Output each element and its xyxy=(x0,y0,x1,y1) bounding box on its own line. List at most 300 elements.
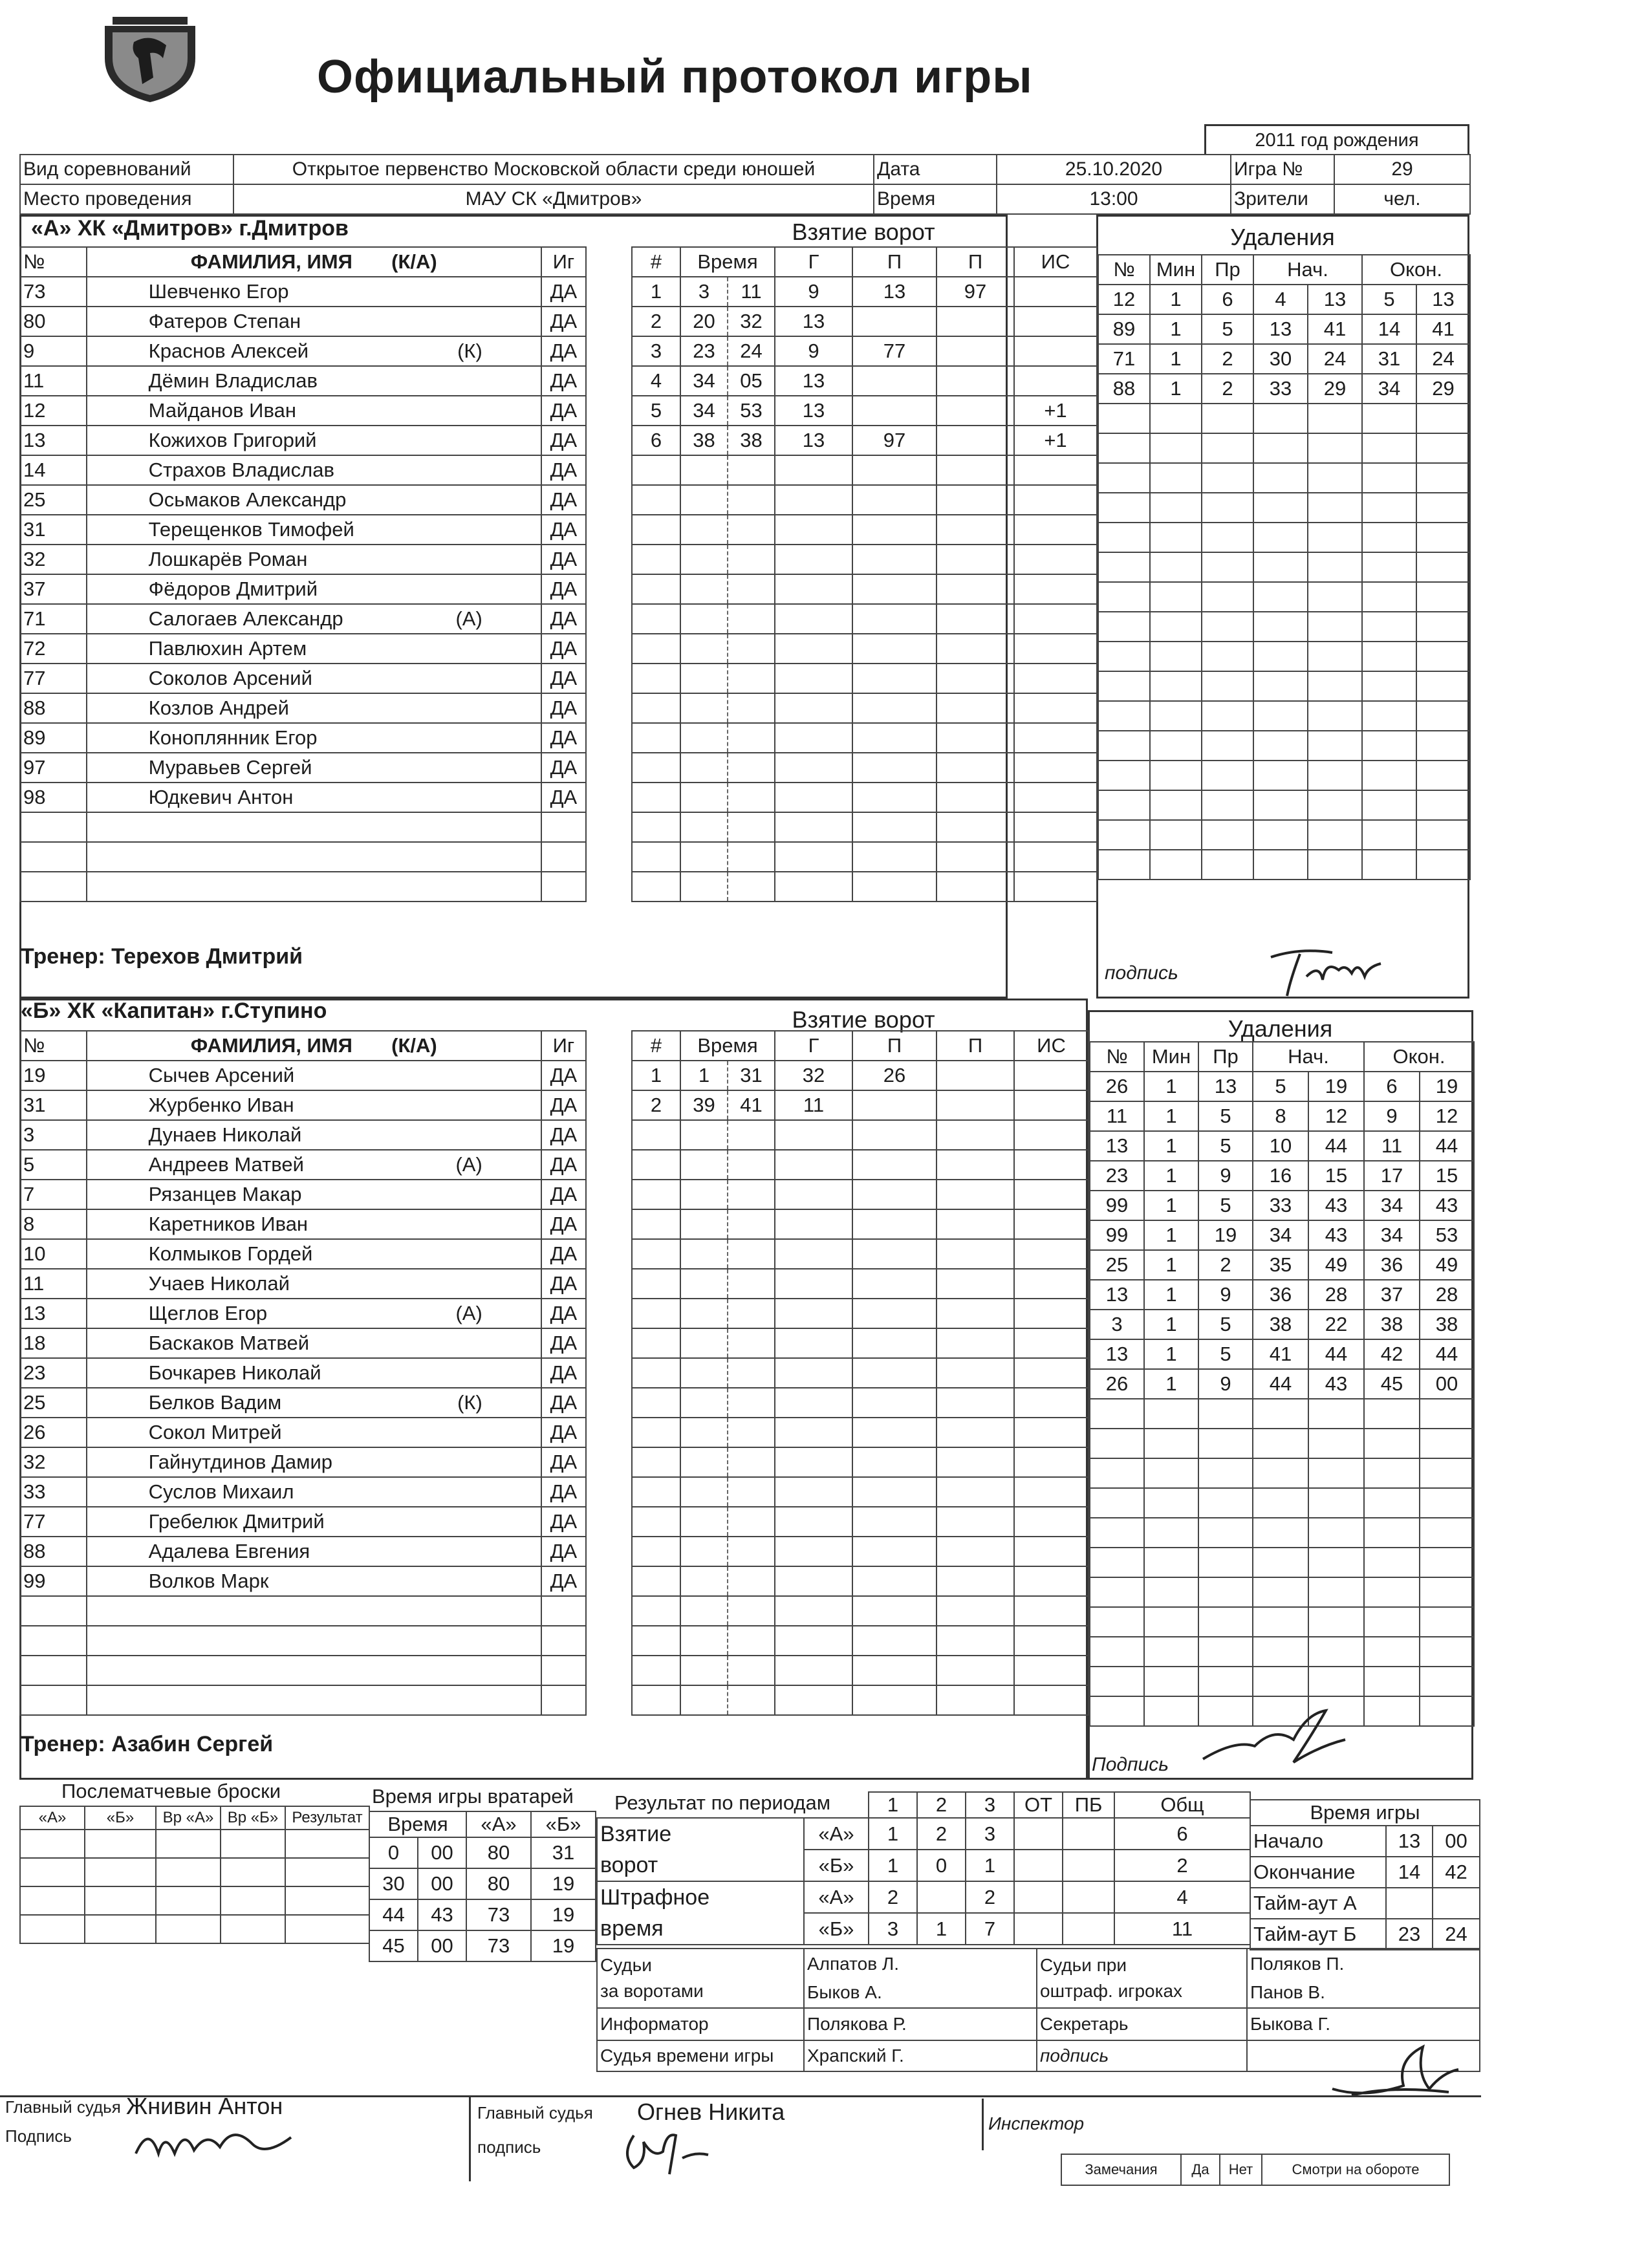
team-b-goal-empty-row xyxy=(632,1656,1088,1685)
game-start-label: Начало xyxy=(1250,1826,1386,1857)
team-b-player-number: 25 xyxy=(20,1388,87,1418)
team-b-penalty-reason: 5 xyxy=(1198,1131,1253,1161)
team-b-goal-empty-row xyxy=(632,1596,1088,1626)
team-a-penalty-minutes xyxy=(1150,761,1202,790)
team-a-goal-strength xyxy=(1014,812,1097,842)
team-b-penalty-player: 26 xyxy=(1090,1072,1144,1101)
team-b-goal-scorer xyxy=(775,1358,852,1388)
pen-head-min: Мин xyxy=(1150,255,1202,285)
team-a-player-name: Павлюхин Артем xyxy=(148,637,307,660)
team-b-goal-number xyxy=(632,1596,680,1626)
team-a-penalty-start-min: 4 xyxy=(1253,285,1308,314)
team-b-player-row xyxy=(20,1358,629,1388)
team-a-penalty-reason xyxy=(1202,523,1253,552)
team-a-goal-number xyxy=(632,574,680,604)
team-a-penalty-end-sec xyxy=(1416,612,1470,642)
time-label: Время xyxy=(874,184,997,214)
team-a-player-played: ДА xyxy=(541,634,586,664)
team-a-penalty-minutes xyxy=(1150,582,1202,612)
team-b-signature-label: Подпись xyxy=(1092,1754,1169,1775)
team-a-goal-second: 05 xyxy=(728,366,775,396)
team-a-penalty-reason: 2 xyxy=(1202,344,1253,374)
team-a-penalty-start-sec xyxy=(1308,850,1362,880)
team-b-goal-minute xyxy=(680,1507,728,1537)
team-b-penalty-start-min: 35 xyxy=(1253,1250,1308,1280)
team-b-player-name-cell xyxy=(87,1566,541,1596)
team-a-player-row xyxy=(20,455,629,485)
team-a-penalty-empty-row xyxy=(1098,731,1470,761)
team-b-penalty-start-min xyxy=(1253,1607,1308,1637)
team-a-goal-strength xyxy=(1014,664,1097,693)
pen-b-head-min: Мин xyxy=(1144,1042,1198,1072)
team-a-goal-empty-row xyxy=(632,812,1097,842)
team-a-penalty-player xyxy=(1098,790,1150,820)
team-b-goal-scorer xyxy=(775,1418,852,1447)
team-a-goal-assist-1 xyxy=(852,634,937,664)
team-b-penalty-player: 99 xyxy=(1090,1191,1144,1220)
roster-head-played: Иг xyxy=(541,247,586,277)
team-a-player-name-cell xyxy=(87,336,541,366)
team-a-penalty-minutes xyxy=(1150,523,1202,552)
team-b-goal-minute xyxy=(680,1328,728,1358)
team-a-penalty-reason xyxy=(1202,850,1253,880)
team-a-goal-second xyxy=(728,545,775,574)
goalie-change-second: 00 xyxy=(418,1930,466,1961)
team-b-penalty-start-min: 36 xyxy=(1253,1280,1308,1310)
team-a-player-name-cell xyxy=(87,842,541,872)
team-a-penalty-row xyxy=(1098,344,1470,374)
team-a-goal-minute: 20 xyxy=(680,307,728,336)
goalie-b-number: 19 xyxy=(531,1868,596,1899)
penalty-judge-2: Панов В. xyxy=(1250,1982,1325,2002)
team-a-penalty-end-min xyxy=(1362,493,1416,523)
team-a-goal-assist-2 xyxy=(937,574,1014,604)
timeout-a-label: Тайм-аут А xyxy=(1250,1888,1386,1919)
team-a-goal-scorer xyxy=(775,485,852,515)
team-b-goal-minute xyxy=(680,1388,728,1418)
team-a-goal-empty-row xyxy=(632,723,1097,753)
team-a-goal-scorer xyxy=(775,664,852,693)
team-a-goal-assist-1 xyxy=(852,574,937,604)
team-b-goal-empty-row xyxy=(632,1626,1088,1656)
team-b-goal-second xyxy=(728,1328,775,1358)
team-b-goal-second xyxy=(728,1656,775,1685)
team-b-player-name: Гребелюк Дмитрий xyxy=(148,1510,325,1533)
team-b-penalty-reason: 13 xyxy=(1198,1072,1253,1101)
pim-b-p3: 7 xyxy=(966,1913,1014,1945)
team-b-penalty-end-sec xyxy=(1420,1607,1474,1637)
team-a-player-row xyxy=(20,396,629,426)
team-b-player-played xyxy=(541,1685,586,1715)
team-b-penalties-title: Удаления xyxy=(1228,1015,1333,1042)
team-b-penalty-end-sec xyxy=(1420,1399,1474,1429)
team-b-coach-signature xyxy=(1196,1701,1352,1772)
team-b-goal-assist-2 xyxy=(937,1358,1014,1388)
remarks-see-back: Смотри на обороте xyxy=(1262,2154,1449,2185)
team-b-player-number: 77 xyxy=(20,1507,87,1537)
goalie-time-row xyxy=(369,1837,596,1868)
team-b-penalty-reason xyxy=(1198,1577,1253,1607)
team-b-penalty-end-sec xyxy=(1420,1548,1474,1577)
team-a-player-played xyxy=(541,842,586,872)
period-head-2: 2 xyxy=(917,1792,966,1818)
team-b-player-number: 7 xyxy=(20,1180,87,1209)
team-a-penalty-reason xyxy=(1202,820,1253,850)
team-a-player-row xyxy=(20,307,629,336)
team-b-player-role: (А) xyxy=(455,1153,482,1176)
team-a-penalty-end-sec xyxy=(1416,642,1470,671)
game-end-m: 42 xyxy=(1433,1857,1480,1888)
birth-year: 2011 год рождения xyxy=(1204,124,1469,154)
pim-b-total: 11 xyxy=(1114,1913,1250,1945)
team-a-goal-minute xyxy=(680,664,728,693)
roster-b-head-name-text: ФАМИЛИЯ, ИМЯ xyxy=(190,1034,352,1057)
team-a-penalty-minutes: 1 xyxy=(1150,314,1202,344)
time-value: 13:00 xyxy=(997,184,1231,214)
team-a-penalty-player xyxy=(1098,463,1150,493)
team-b-player-number: 18 xyxy=(20,1328,87,1358)
team-b-penalty-end-min: 34 xyxy=(1364,1191,1420,1220)
team-b-player-played: ДА xyxy=(541,1328,586,1358)
team-b-player-number: 19 xyxy=(20,1061,87,1090)
team-a-goal-number xyxy=(632,872,680,902)
team-a-player-number: 12 xyxy=(20,396,87,426)
team-b-goal-assist-2 xyxy=(937,1180,1014,1209)
team-a-player-row xyxy=(20,723,629,753)
team-b-goal-strength xyxy=(1014,1685,1088,1715)
team-a-player-played: ДА xyxy=(541,574,586,604)
team-b-penalty-minutes: 1 xyxy=(1144,1310,1198,1339)
team-a-penalty-reason xyxy=(1202,493,1253,523)
shootouts-table xyxy=(19,1806,370,1944)
team-a-player-played: ДА xyxy=(541,485,586,515)
team-b-player-played: ДА xyxy=(541,1150,586,1180)
team-a-penalty-start-sec xyxy=(1308,404,1362,433)
team-b-penalty-minutes: 1 xyxy=(1144,1131,1198,1161)
team-b-penalty-start-min xyxy=(1253,1399,1308,1429)
remarks-yes[interactable]: Да xyxy=(1181,2154,1220,2185)
main-judge-left-signature xyxy=(129,2118,298,2166)
team-a-player-name: Майданов Иван xyxy=(148,399,296,422)
team-b-player-played xyxy=(541,1626,586,1656)
team-b-goal-empty-row xyxy=(632,1180,1088,1209)
team-b-empty-row xyxy=(20,1656,629,1685)
team-b-penalty-minutes xyxy=(1144,1429,1198,1458)
goal-b-head-g: Г xyxy=(775,1031,852,1061)
team-a-goal-assist-2 xyxy=(937,783,1014,812)
team-b-penalty-player: 99 xyxy=(1090,1220,1144,1250)
team-b-penalty-reason: 9 xyxy=(1198,1369,1253,1399)
team-a-penalty-minutes xyxy=(1150,433,1202,463)
team-a-player-name-cell xyxy=(87,485,541,515)
team-a-player-number: 97 xyxy=(20,753,87,783)
team-b-goal-strength xyxy=(1014,1239,1088,1269)
team-a-penalty-end-min xyxy=(1362,463,1416,493)
team-b-penalty-row xyxy=(1090,1131,1474,1161)
remarks-no[interactable]: Нет xyxy=(1220,2154,1262,2185)
team-a-player-row xyxy=(20,783,629,812)
team-b-goal-number xyxy=(632,1447,680,1477)
team-a-goal-minute xyxy=(680,872,728,902)
team-a-goal-strength xyxy=(1014,455,1097,485)
team-a-penalty-end-sec xyxy=(1416,552,1470,582)
team-b-goal-scorer xyxy=(775,1626,852,1656)
team-b-player-name-cell xyxy=(87,1656,541,1685)
team-b-player-name-cell xyxy=(87,1507,541,1537)
inspector-divider xyxy=(982,2099,984,2150)
team-b-penalty-empty-row xyxy=(1090,1399,1474,1429)
timeout-b-s: 24 xyxy=(1433,1919,1480,1950)
team-b-penalty-player xyxy=(1090,1637,1144,1667)
team-a-player-name: Салогаев Александр xyxy=(148,607,343,630)
team-a-player-number: 32 xyxy=(20,545,87,574)
team-b-goal-number xyxy=(632,1269,680,1299)
team-b-goal-assist-2 xyxy=(937,1537,1014,1566)
goalie-a-number: 73 xyxy=(466,1930,531,1961)
team-a-penalty-minutes xyxy=(1150,552,1202,582)
team-b-penalty-start-min xyxy=(1253,1429,1308,1458)
place-label: Место проведения xyxy=(20,184,233,214)
period-head-3: 3 xyxy=(966,1792,1014,1818)
team-a-goal-minute xyxy=(680,455,728,485)
team-a-penalty-player xyxy=(1098,523,1150,552)
timeout-a-m xyxy=(1386,1888,1433,1919)
team-b-player-name: Дунаев Николай xyxy=(148,1123,302,1146)
team-a-penalty-end-min: 34 xyxy=(1362,374,1416,404)
team-b-player-name-cell xyxy=(87,1596,541,1626)
team-a-penalty-end-sec xyxy=(1416,433,1470,463)
team-a-penalty-player xyxy=(1098,850,1150,880)
team-a-goal-row xyxy=(632,336,1097,366)
goal-head-p2: П xyxy=(937,247,1014,277)
team-a-player-number: 71 xyxy=(20,604,87,634)
team-a-penalty-minutes xyxy=(1150,612,1202,642)
goals-b-p1: 1 xyxy=(869,1850,917,1881)
team-b-penalty-start-sec: 22 xyxy=(1308,1310,1364,1339)
team-a-penalty-start-min: 33 xyxy=(1253,374,1308,404)
team-b-penalty-minutes: 1 xyxy=(1144,1250,1198,1280)
team-b-penalty-player xyxy=(1090,1518,1144,1548)
team-a-goal-number: 4 xyxy=(632,366,680,396)
roster-head-ka: (К/А) xyxy=(391,250,437,273)
team-b-goal-empty-row xyxy=(632,1537,1088,1566)
team-b-goal-empty-row xyxy=(632,1150,1088,1180)
team-a-goal-second xyxy=(728,664,775,693)
pen-b-head-end: Окон. xyxy=(1364,1042,1474,1072)
team-a-player-row xyxy=(20,574,629,604)
team-a-goal-empty-row xyxy=(632,753,1097,783)
team-a-penalty-start-min xyxy=(1253,731,1308,761)
goals-label-1: Взятие xyxy=(600,1822,672,1846)
team-b-player-played: ДА xyxy=(541,1566,586,1596)
team-b-penalty-row xyxy=(1090,1220,1474,1250)
team-b-goal-strength xyxy=(1014,1120,1088,1150)
team-b-goal-minute xyxy=(680,1418,728,1447)
team-b-penalty-end-min xyxy=(1364,1667,1420,1696)
team-a-penalty-end-sec xyxy=(1416,523,1470,552)
goalie-time-title: Время игры вратарей xyxy=(372,1785,574,1808)
period-head-ot: ОТ xyxy=(1014,1792,1063,1818)
team-a-penalty-start-sec xyxy=(1308,463,1362,493)
team-a-player-number: 37 xyxy=(20,574,87,604)
team-a-penalty-reason xyxy=(1202,790,1253,820)
team-a-penalty-minutes: 1 xyxy=(1150,374,1202,404)
goal-judges-label-2: за воротами xyxy=(600,1981,704,2001)
goalie-head-b: «Б» xyxy=(531,1811,596,1837)
team-a-player-number xyxy=(20,812,87,842)
team-b-penalty-minutes: 1 xyxy=(1144,1280,1198,1310)
team-b-empty-row xyxy=(20,1685,629,1715)
team-a-goal-scorer xyxy=(775,842,852,872)
team-a-player-played: ДА xyxy=(541,455,586,485)
game-start-m: 00 xyxy=(1433,1826,1480,1857)
team-b-player-name: Гайнутдинов Дамир xyxy=(148,1451,333,1473)
team-a-penalty-start-min xyxy=(1253,404,1308,433)
game-end-h: 14 xyxy=(1386,1857,1433,1888)
team-b-title: «Б» ХК «Капитан» г.Ступино xyxy=(21,999,327,1023)
team-a-penalty-end-min xyxy=(1362,642,1416,671)
team-b-goal-scorer xyxy=(775,1269,852,1299)
team-a-penalty-end-min xyxy=(1362,850,1416,880)
team-b-penalty-start-min: 41 xyxy=(1253,1339,1308,1369)
team-a-player-row xyxy=(20,485,629,515)
team-a-player-played: ДА xyxy=(541,664,586,693)
team-a-goal-assist-1 xyxy=(852,753,937,783)
team-b-penalty-end-min xyxy=(1364,1696,1420,1726)
team-a-goal-number xyxy=(632,812,680,842)
team-b-penalty-minutes xyxy=(1144,1488,1198,1518)
team-a-goal-assist-2 xyxy=(937,307,1014,336)
team-a-goal-second: 24 xyxy=(728,336,775,366)
team-a-goal-assist-1 xyxy=(852,455,937,485)
team-a-penalty-row xyxy=(1098,285,1470,314)
date-label: Дата xyxy=(874,155,997,184)
team-a-goal-number xyxy=(632,783,680,812)
team-a-penalty-player xyxy=(1098,642,1150,671)
pim-a-pb xyxy=(1063,1881,1114,1913)
team-a-player-number: 77 xyxy=(20,664,87,693)
team-b-goal-scorer xyxy=(775,1239,852,1269)
team-b-penalty-start-min xyxy=(1253,1577,1308,1607)
team-b-penalty-start-sec: 43 xyxy=(1308,1220,1364,1250)
team-b-penalty-player: 3 xyxy=(1090,1310,1144,1339)
team-a-goal-number xyxy=(632,485,680,515)
team-b-goal-number xyxy=(632,1209,680,1239)
team-a-penalty-start-min xyxy=(1253,582,1308,612)
team-b-player-name-cell xyxy=(87,1269,541,1299)
team-b-goal-assist-1 xyxy=(852,1537,937,1566)
team-b-player-row xyxy=(20,1150,629,1180)
team-b-penalty-end-min: 17 xyxy=(1364,1161,1420,1191)
team-a-goal-second xyxy=(728,515,775,545)
team-b-penalty-start-sec xyxy=(1308,1667,1364,1696)
team-b-penalty-reason: 5 xyxy=(1198,1191,1253,1220)
team-a-goal-scorer: 13 xyxy=(775,396,852,426)
team-a-penalty-start-min xyxy=(1253,701,1308,731)
team-b-goal-assist-1 xyxy=(852,1150,937,1180)
team-b-penalty-end-min xyxy=(1364,1577,1420,1607)
team-b-goal-assist-2 xyxy=(937,1150,1014,1180)
goalie-head-a: «А» xyxy=(466,1811,531,1837)
team-b-penalty-start-sec: 44 xyxy=(1308,1339,1364,1369)
team-b-goal-strength xyxy=(1014,1358,1088,1388)
team-b-penalty-start-min: 34 xyxy=(1253,1220,1308,1250)
team-a-penalty-minutes xyxy=(1150,642,1202,671)
team-b-penalty-empty-row xyxy=(1090,1488,1474,1518)
team-a-goal-assist-1 xyxy=(852,396,937,426)
team-b-goal-strength xyxy=(1014,1180,1088,1209)
team-a-penalty-start-sec: 24 xyxy=(1308,344,1362,374)
team-a-player-name-cell xyxy=(87,634,541,664)
team-b-goal-scorer xyxy=(775,1180,852,1209)
team-a-goal-row xyxy=(632,426,1097,455)
team-b-goal-strength xyxy=(1014,1447,1088,1477)
team-a-penalty-player xyxy=(1098,404,1150,433)
team-a-title: «А» ХК «Дмитров» г.Дмитров xyxy=(31,216,349,241)
team-a-penalty-end-sec: 24 xyxy=(1416,344,1470,374)
team-b-player-played: ДА xyxy=(541,1507,586,1537)
team-a-player-name-cell xyxy=(87,366,541,396)
team-b-goal-number xyxy=(632,1685,680,1715)
team-a-penalty-start-min xyxy=(1253,433,1308,463)
timeout-a-s xyxy=(1433,1888,1480,1919)
team-a-player-played: ДА xyxy=(541,515,586,545)
team-b-player-name: Щеглов Егор xyxy=(148,1302,268,1324)
team-a-penalty-minutes xyxy=(1150,850,1202,880)
goal-b-head-is: ИС xyxy=(1014,1031,1088,1061)
team-a-penalty-end-min xyxy=(1362,523,1416,552)
pim-label-2: время xyxy=(600,1916,664,1941)
team-b-goal-scorer xyxy=(775,1685,852,1715)
penalty-judges-label-2: оштраф. игроках xyxy=(1040,1981,1183,2001)
team-b-goal-assist-1 xyxy=(852,1596,937,1626)
team-b-penalty-start-min xyxy=(1253,1458,1308,1488)
team-a-penalty-start-min xyxy=(1253,642,1308,671)
team-b-player-name: Сычев Арсений xyxy=(148,1064,295,1086)
team-a-goal-assist-2 xyxy=(937,426,1014,455)
team-a-penalty-reason xyxy=(1202,404,1253,433)
team-b-goal-scorer xyxy=(775,1150,852,1180)
team-b-goal-minute xyxy=(680,1209,728,1239)
team-b-player-number: 26 xyxy=(20,1418,87,1447)
goals-b-pb xyxy=(1063,1850,1114,1881)
team-a-penalty-player xyxy=(1098,731,1150,761)
team-a-penalty-empty-row xyxy=(1098,820,1470,850)
team-a-goal-minute xyxy=(680,842,728,872)
team-a-goal-number xyxy=(632,634,680,664)
team-a-penalty-start-sec: 41 xyxy=(1308,314,1362,344)
goals-b-total: 2 xyxy=(1114,1850,1250,1881)
pim-b-p1: 3 xyxy=(869,1913,917,1945)
team-a-penalty-end-min xyxy=(1362,552,1416,582)
team-b-goal-assist-1 xyxy=(852,1299,937,1328)
team-b-penalty-end-sec: 28 xyxy=(1420,1280,1474,1310)
team-a-goal-assist-2 xyxy=(937,872,1014,902)
team-a-goal-strength xyxy=(1014,307,1097,336)
team-a-penalty-start-sec: 29 xyxy=(1308,374,1362,404)
team-b-goal-minute xyxy=(680,1477,728,1507)
goalie-time-table xyxy=(369,1811,596,1962)
team-b-goal-assist-1 xyxy=(852,1180,937,1209)
team-b-player-name-cell xyxy=(87,1537,541,1566)
team-a-penalty-empty-row xyxy=(1098,582,1470,612)
goals-b-p2: 0 xyxy=(917,1850,966,1881)
team-b-penalty-player: 23 xyxy=(1090,1161,1144,1191)
team-b-goal-number xyxy=(632,1656,680,1685)
team-a-penalty-reason: 6 xyxy=(1202,285,1253,314)
team-b-goal-empty-row xyxy=(632,1507,1088,1537)
goals-a-p1: 1 xyxy=(869,1818,917,1850)
